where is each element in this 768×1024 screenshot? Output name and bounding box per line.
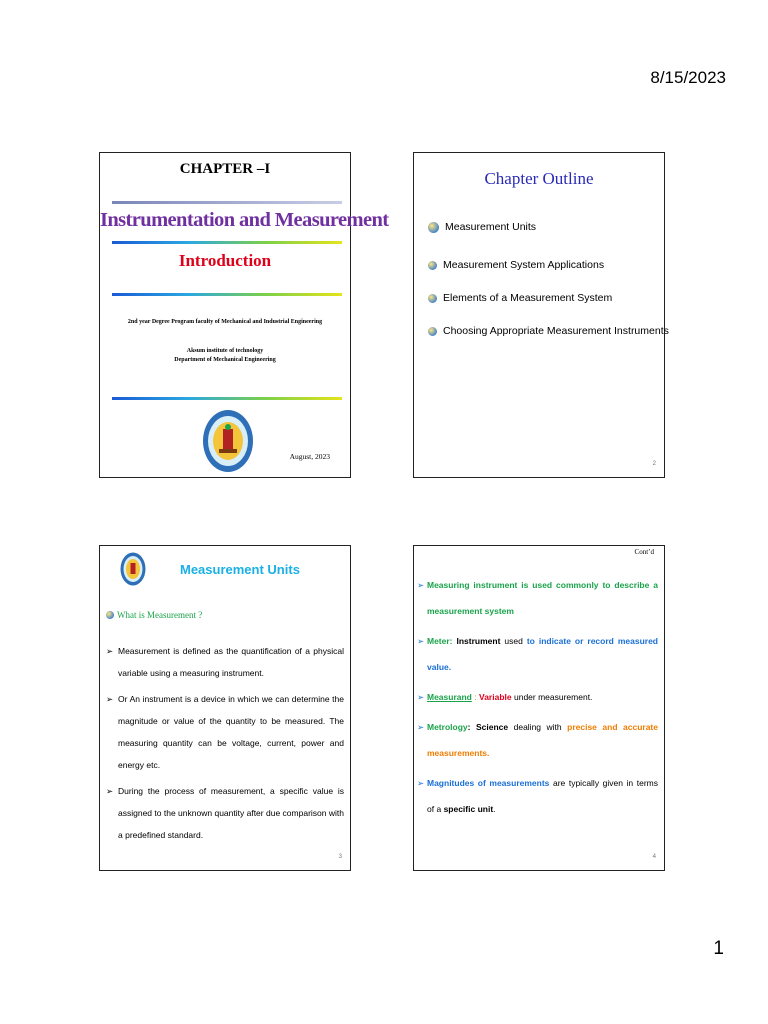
- bullet-paragraph: [417, 770, 658, 822]
- paragraph-text: Or An instrument is a device in which we can determine the magnitude or value of the quantity to be measured. The measuring quantity can be voltage, current, power and energy etc.: [118, 694, 344, 770]
- outline-item: [428, 221, 658, 233]
- outline-item-label: Choosing Appropriate Measurement Instruments: [443, 325, 669, 337]
- definition: under measurement.: [513, 692, 593, 702]
- outline-item-label: Elements of a Measurement System: [443, 292, 613, 304]
- university-seal-icon: [202, 409, 254, 473]
- globe-bullet-icon: [428, 261, 437, 270]
- question-text: What is Measurement ?: [117, 610, 203, 620]
- arrow-bullet-icon: ➢: [417, 722, 425, 732]
- globe-bullet-icon: [428, 222, 439, 233]
- question-heading: [106, 610, 202, 620]
- separator: :: [467, 722, 471, 732]
- bullet-paragraph: [106, 688, 344, 776]
- term-label: Magnitudes of measurements: [427, 778, 550, 788]
- slide-number: 4: [652, 854, 656, 860]
- arrow-bullet-icon: ➢: [417, 636, 425, 646]
- bullet-paragraph: [417, 628, 658, 680]
- outline-item: [428, 325, 669, 337]
- slide-number: 2: [652, 461, 656, 467]
- university-seal-icon: [120, 552, 146, 586]
- term-label: Measurand: [427, 692, 472, 702]
- outline-list: [428, 221, 669, 358]
- outline-title: Chapter Outline: [484, 169, 594, 188]
- arrow-bullet-icon: ➢: [106, 646, 114, 656]
- separator: :: [474, 692, 477, 702]
- outline-item: [428, 292, 658, 304]
- chapter-subtitle: Introduction: [178, 251, 272, 270]
- bullet-paragraph: [417, 572, 658, 624]
- definition: to indicate or record measured value.: [427, 636, 658, 672]
- globe-bullet-icon: [428, 294, 437, 303]
- paragraph-text: Measuring instrument is used commonly to describe a measurement system: [427, 580, 658, 616]
- divider-bar: [112, 201, 342, 204]
- page-date: 8/15/2023: [650, 68, 726, 87]
- bullet-paragraph: [106, 640, 344, 684]
- bullet-paragraph: [417, 684, 658, 710]
- term-label: Meter:: [427, 636, 453, 646]
- arrow-bullet-icon: ➢: [417, 580, 425, 590]
- outline-item-label: Measurement System Applications: [443, 259, 605, 271]
- slide-3-measurement-units: [99, 545, 351, 871]
- paragraph-text: Measurement is defined as the quantification of a physical variable using a measuring instrument.: [118, 646, 344, 678]
- slide-1-title: [99, 152, 389, 478]
- page-number: 1: [713, 938, 724, 959]
- bullet-paragraph: [106, 780, 344, 846]
- term-label: Metrology: [427, 722, 468, 732]
- arrow-bullet-icon: ➢: [417, 778, 425, 788]
- bullet-paragraph: [417, 714, 658, 766]
- outline-item-label: Measurement Units: [445, 221, 537, 233]
- slide-body: [106, 640, 344, 850]
- arrow-bullet-icon: ➢: [417, 692, 425, 702]
- slide-2-outline: [413, 152, 669, 478]
- term: Instrument: [456, 636, 501, 646]
- slide-body: [417, 572, 658, 826]
- text: dealing with: [513, 722, 562, 732]
- term: Variable: [479, 692, 512, 702]
- outline-item: [428, 259, 658, 271]
- divider-bar: [112, 241, 342, 244]
- presentation-date: August, 2023: [289, 452, 330, 461]
- institute-block: [100, 347, 350, 365]
- arrow-bullet-icon: ➢: [106, 786, 114, 796]
- punctuation: .: [493, 804, 496, 814]
- institute-name: Aksum institute of technology: [186, 348, 264, 354]
- slide-number: 3: [338, 854, 342, 860]
- slide-title: Measurement Units: [180, 562, 300, 577]
- slide-4-continued: [413, 545, 665, 871]
- arrow-bullet-icon: ➢: [106, 694, 114, 704]
- program-line: 2nd year Degree Program faculty of Mechanical and Industrial Engineering: [127, 319, 323, 325]
- term: specific unit: [443, 804, 494, 814]
- department-name: Department of Mechanical Engineering: [174, 357, 276, 363]
- globe-bullet-icon: [428, 327, 437, 336]
- divider-bar: [112, 397, 342, 400]
- continued-label: Cont’d: [634, 548, 654, 556]
- paragraph-text: During the process of measurement, a specific value is assigned to the unknown quantity after due comparison with a predefined standard.: [118, 786, 344, 840]
- definition: precise and accurate measurements.: [427, 722, 658, 758]
- globe-bullet-icon: [106, 611, 114, 619]
- term: Science: [475, 722, 509, 732]
- chapter-heading: CHAPTER –I: [179, 161, 271, 177]
- divider-bar: [112, 293, 342, 296]
- course-title: Instrumentation and Measurement: [100, 209, 389, 231]
- text: are typically given in terms of a: [427, 778, 658, 814]
- text: used: [504, 636, 523, 646]
